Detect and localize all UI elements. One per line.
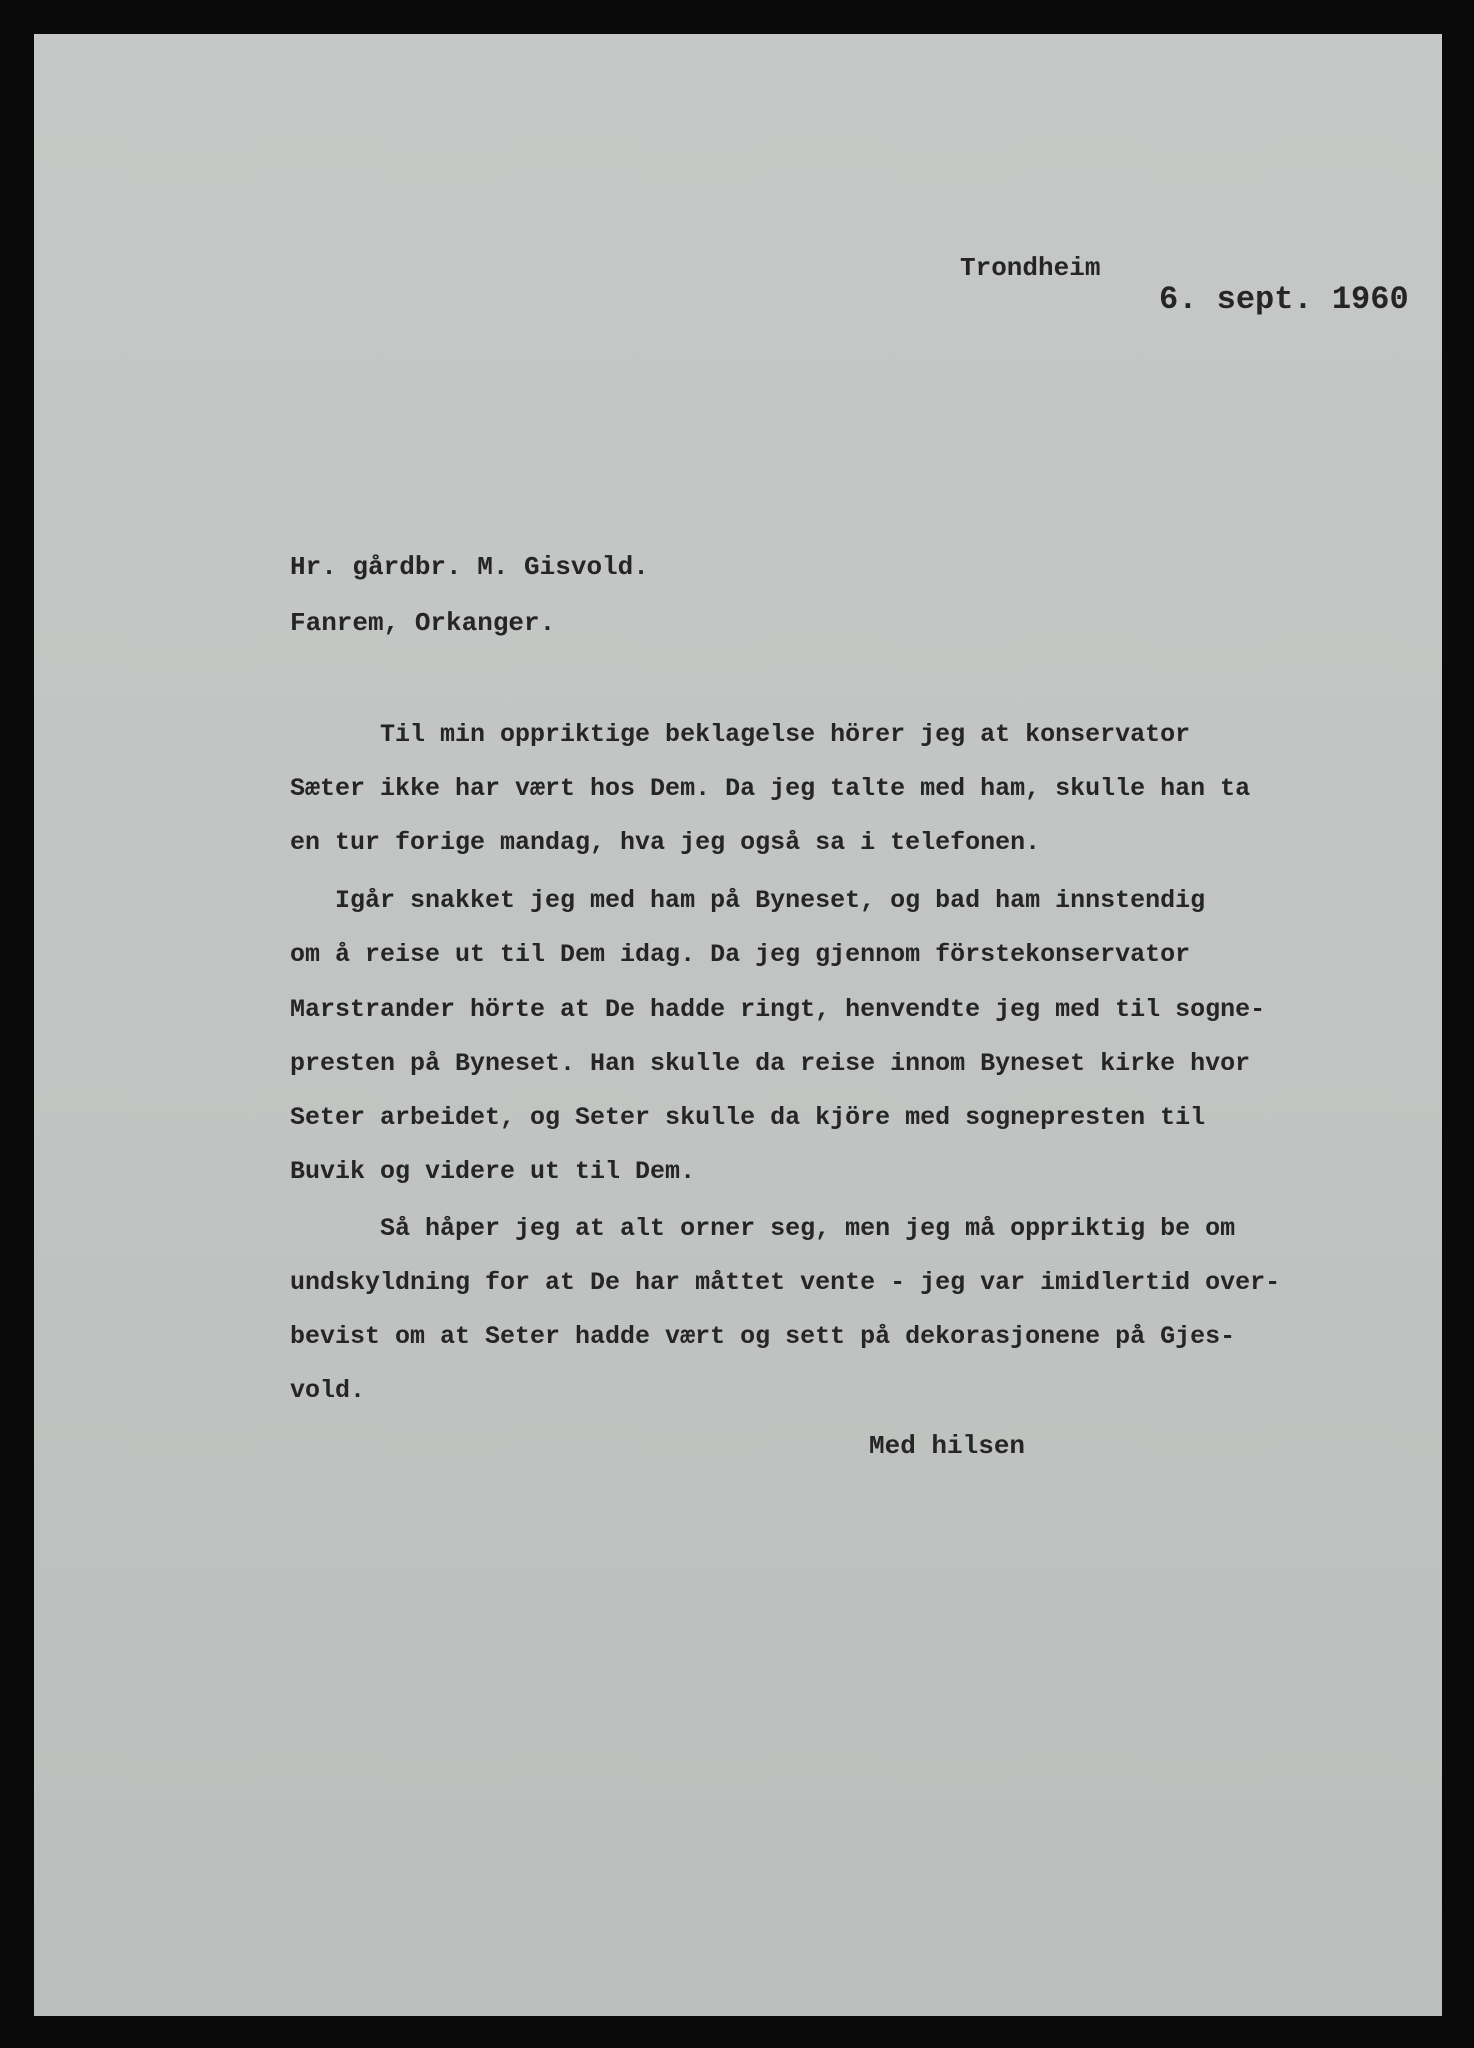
body-line: Marstrander hörte at De hadde ringt, henvendte jeg med til sogne- (290, 995, 1266, 1024)
body-line: Til min oppriktige beklagelse hörer jeg at konservator (290, 720, 1191, 749)
body-line: om å reise ut til Dem idag. Da jeg gjennom förstekonservator (290, 940, 1191, 969)
body-line: Seter arbeidet, og Seter skulle da kjöre med sognepresten til (290, 1103, 1206, 1132)
recipient-line: Hr. gårdbr. M. Gisvold. (290, 552, 649, 582)
body-line: vold. (290, 1376, 366, 1405)
body-line: bevist om at Seter hadde vært og sett på dekorasjonene på Gjes- (290, 1322, 1236, 1351)
body-line: en tur forige mandag, hva jeg også sa i telefonen. (290, 828, 1041, 857)
body-line: Sæter ikke har vært hos Dem. Da jeg talte med ham, skulle han ta (290, 774, 1251, 803)
recipient-line: Fanrem, Orkanger. (290, 608, 556, 638)
body-line: Buvik og videre ut til Dem. (290, 1157, 696, 1186)
body-line: undskyldning for at De har måttet vente - jeg var imidlertid over- (290, 1268, 1281, 1297)
body-line: Så håper jeg at alt orner seg, men jeg må oppriktig be om (290, 1214, 1236, 1243)
body-line: Igår snakket jeg med ham på Byneset, og bad ham innstendig (290, 886, 1206, 915)
body-line: presten på Byneset. Han skulle da reise innom Byneset kirke hvor (290, 1049, 1251, 1078)
letter-place: Trondheim (960, 253, 1101, 283)
letter-date: 6. sept. 1960 (1159, 281, 1409, 318)
letter-closing: Med hilsen (869, 1431, 1026, 1461)
letter-page (34, 34, 1442, 2016)
